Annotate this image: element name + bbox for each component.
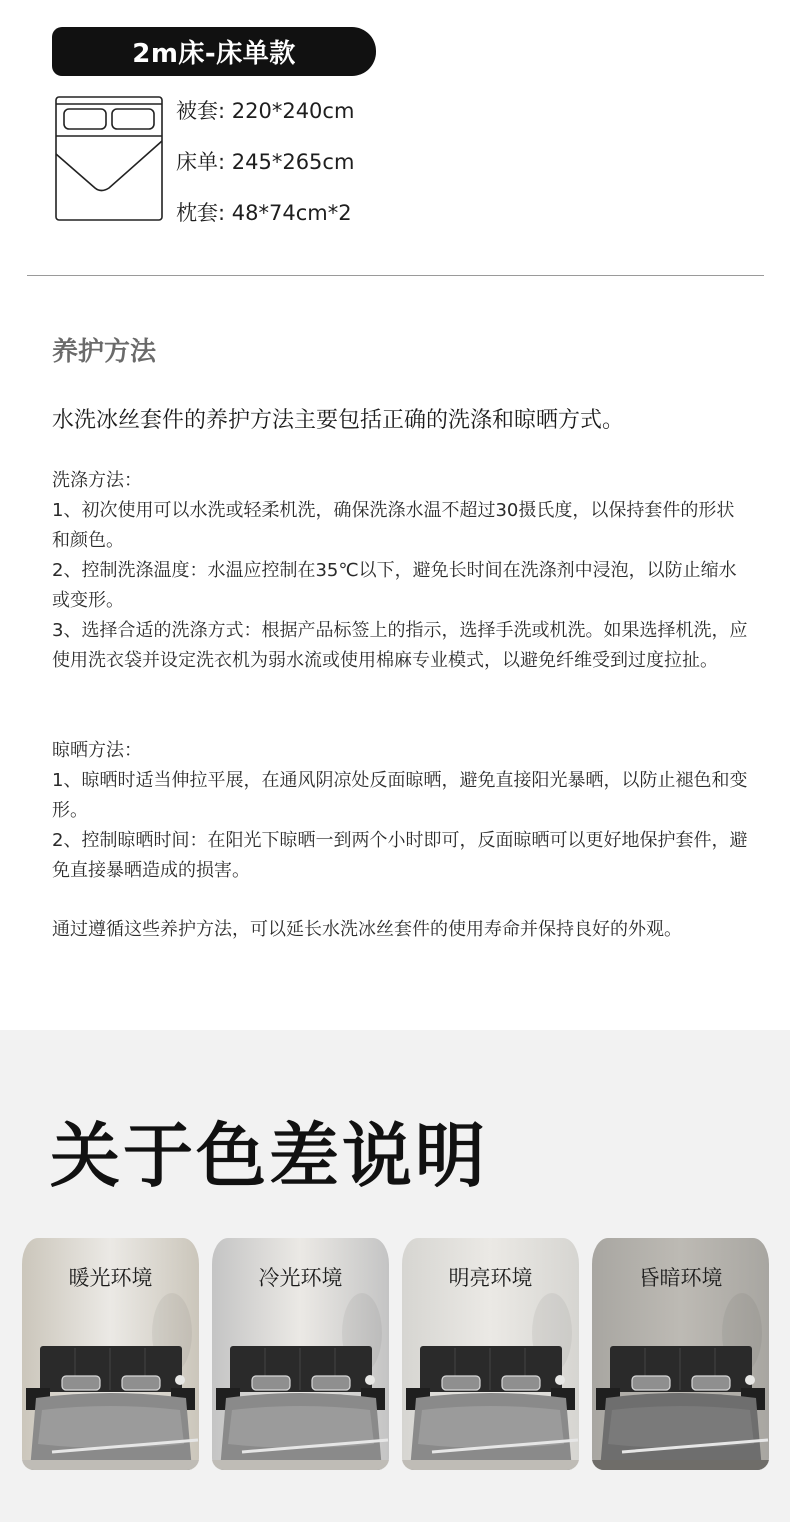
wash-heading: 洗涤方法：	[52, 470, 142, 491]
spec-bed-sheet: 床单: 245*265cm	[176, 150, 355, 174]
environment-card-dim	[592, 1238, 769, 1470]
bed-icon	[55, 96, 163, 222]
care-intro: 水洗冰丝套件的养护方法主要包括正确的洗涤和晾晒方式。	[52, 408, 625, 433]
environment-card-bright	[402, 1238, 579, 1470]
wash-item: 3、选择合适的洗涤方式：根据产品标签上的指示，选择手洗或机洗。如果选择机洗，应使用洗衣袋并设定洗衣机为弱水流或使用棉麻专业模式，以避免纤维受到过度拉扯。	[52, 620, 748, 671]
environment-label: 明亮环境	[448, 1266, 533, 1290]
dry-method-block	[52, 736, 752, 886]
dry-heading: 晾晒方法：	[52, 740, 142, 761]
environment-label: 冷光环境	[258, 1266, 343, 1290]
care-title: 养护方法	[52, 337, 157, 367]
size-banner: 2m床-床单款	[52, 27, 376, 76]
environment-label: 暖光环境	[68, 1266, 153, 1290]
wash-item: 1、初次使用可以水洗或轻柔机洗，确保洗涤水温不超过30摄氏度，以保持套件的形状和颜色。	[52, 500, 735, 551]
environment-card-warm	[22, 1238, 199, 1470]
environment-label: 昏暗环境	[638, 1266, 723, 1290]
spec-pillowcase: 枕套: 48*74cm*2	[176, 201, 352, 225]
color-difference-heading: 关于色差说明	[50, 1115, 488, 1197]
care-conclusion	[52, 915, 752, 945]
wash-method-block	[52, 466, 752, 676]
dry-item: 2、控制晾晒时间：在阳光下晾晒一到两个小时即可，反面晾晒可以更好地保护套件，避免直接暴晒造成的损害。	[52, 830, 748, 881]
dry-item: 1、晾晒时适当伸拉平展，在通风阴凉处反面晾晒，避免直接阳光暴晒，以防止褪色和变形。	[52, 770, 748, 821]
wash-item: 2、控制洗涤温度：水温应控制在35℃以下，避免长时间在洗涤剂中浸泡，以防止缩水或变形。	[52, 560, 737, 611]
environment-card-cool	[212, 1238, 389, 1470]
section-divider	[27, 275, 764, 276]
spec-duvet-cover: 被套: 220*240cm	[176, 99, 355, 123]
conclusion-text: 通过遵循这些养护方法，可以延长水洗冰丝套件的使用寿命并保持良好的外观。	[52, 919, 682, 940]
